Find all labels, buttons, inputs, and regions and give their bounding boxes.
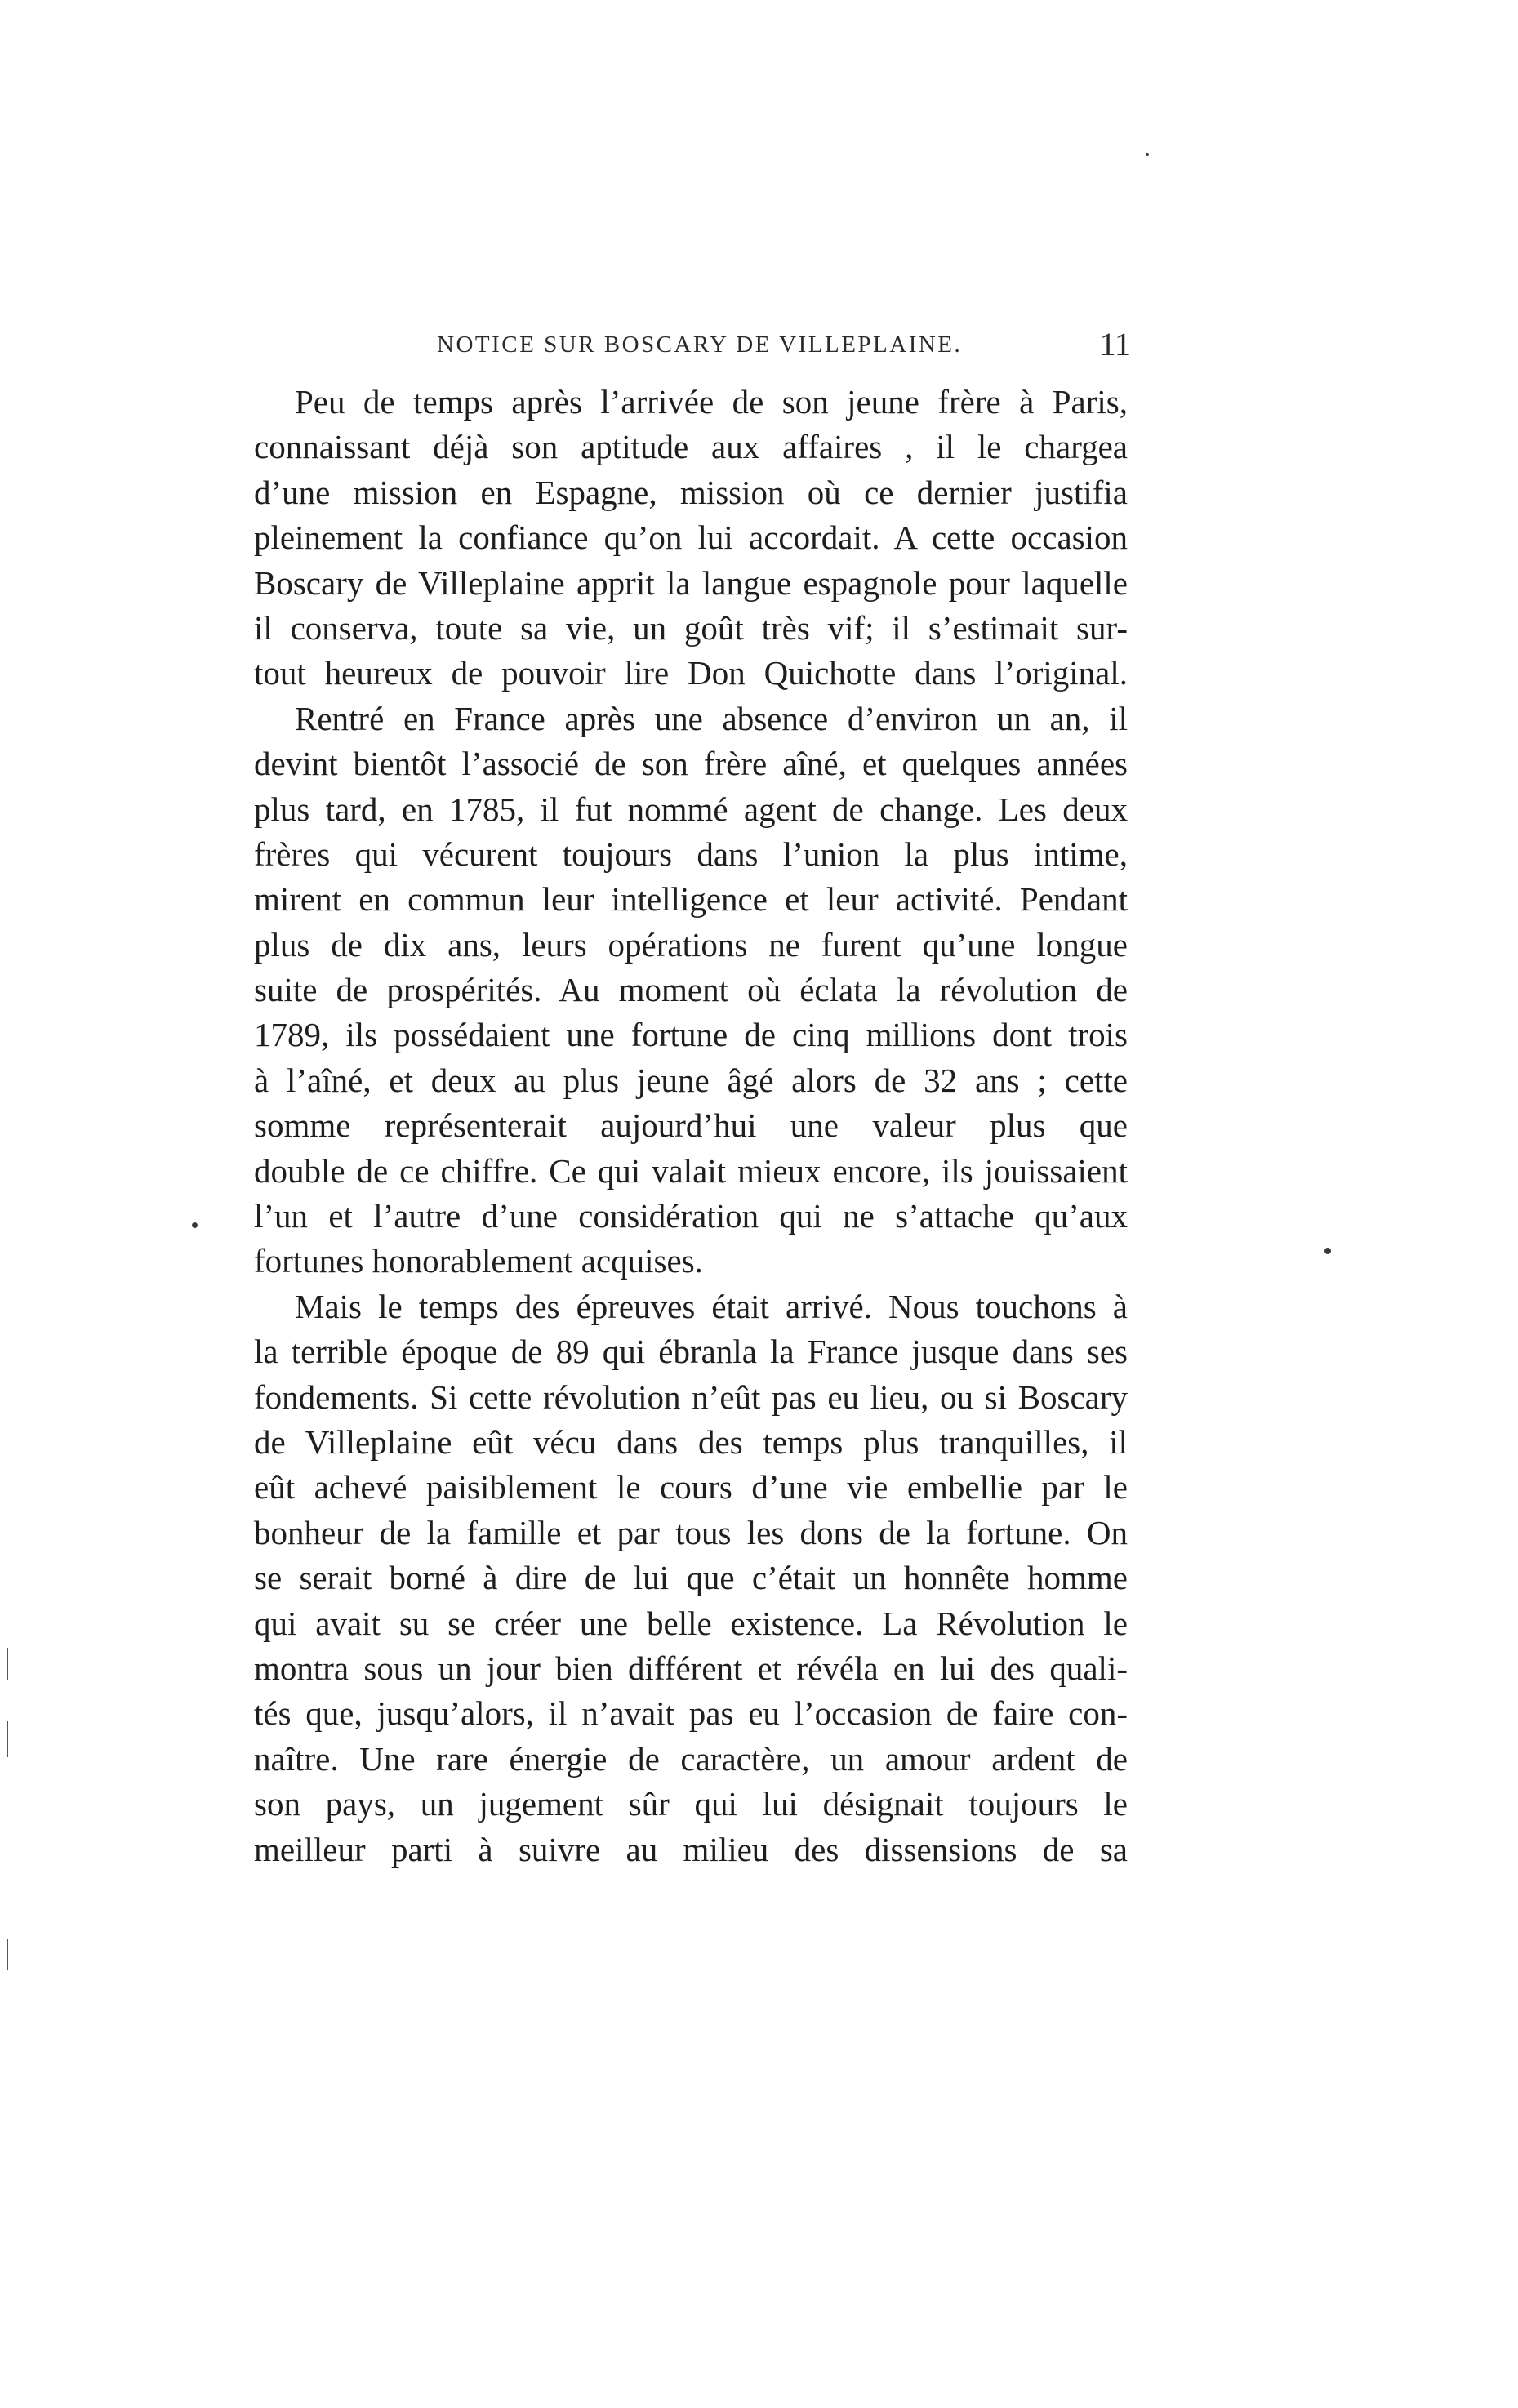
running-head-title: NOTICE SUR BOSCARY DE VILLEPLAINE.	[437, 332, 963, 358]
text-line: se serait borné à dire de lui que c’était un honnête homme	[254, 1559, 1128, 1597]
text-line: pleinement la confiance qu’on lui accordait. A cette occasion	[254, 519, 1128, 557]
text-line: il conserva, toute sa vie, un goût très vif; il s’estimait sur-	[254, 608, 1128, 647]
scan-speck	[1324, 1248, 1331, 1254]
running-head	[437, 325, 1131, 366]
text-line: tés que, jusqu’alors, il n’avait pas eu l’occasion de faire con-	[254, 1694, 1128, 1733]
page-number: 11	[1099, 326, 1131, 363]
scan-speck	[192, 1222, 198, 1228]
text-line: la terrible époque de 89 qui ébranla la France jusque dans ses	[254, 1333, 1128, 1371]
text-line: meilleur parti à suivre au milieu des dissensions de sa	[254, 1830, 1128, 1868]
text-line: Rentré en France après une absence d’environ un an, il	[295, 699, 1128, 737]
text-line: somme représenterait aujourd’hui une valeur plus que	[254, 1106, 1128, 1145]
margin-mark	[7, 1939, 8, 1970]
text-line: mirent en commun leur intelligence et leur activité. Pendant	[254, 880, 1128, 919]
text-line: fondements. Si cette révolution n’eût pas eu lieu, ou si Boscary	[254, 1378, 1128, 1416]
text-line: à l’aîné, et deux au plus jeune âgé alors de 32 ans ; cette	[254, 1061, 1128, 1099]
text-line: fortunes honorablement acquises.	[254, 1242, 703, 1280]
text-line: son pays, un jugement sûr qui lui désignait toujours le	[254, 1785, 1128, 1823]
text-line: montra sous un jour bien différent et révéla en lui des quali-	[254, 1649, 1128, 1687]
text-line: Boscary de Villeplaine apprit la langue espagnole pour laquelle	[254, 563, 1128, 602]
text-line: frères qui vécurent toujours dans l’union la plus intime,	[254, 835, 1128, 873]
text-line: Mais le temps des épreuves était arrivé. Nous touchons à	[295, 1287, 1128, 1325]
text-line: plus tard, en 1785, il fut nommé agent de change. Les deux	[254, 790, 1128, 828]
margin-mark	[7, 1721, 8, 1757]
text-line: naître. Une rare énergie de caractère, un amour ardent de	[254, 1739, 1128, 1778]
text-line: l’un et l’autre d’une considération qui ne s’attache qu’aux	[254, 1197, 1128, 1235]
text-line: tout heureux de pouvoir lire Don Quichotte dans l’original.	[254, 654, 1128, 692]
text-line: Peu de temps après l’arrivée de son jeune frère à Paris,	[295, 383, 1128, 421]
text-line: eût achevé paisiblement le cours d’une vie embellie par le	[254, 1468, 1128, 1507]
text-line: plus de dix ans, leurs opérations ne furent qu’une longue	[254, 925, 1128, 964]
text-line: de Villeplaine eût vécu dans des temps plus tranquilles, il	[254, 1422, 1128, 1461]
text-line: suite de prospérités. Au moment où éclata la révolution de	[254, 971, 1128, 1009]
text-line: qui avait su se créer une belle existence. La Révolution le	[254, 1604, 1128, 1642]
text-line: double de ce chiffre. Ce qui valait mieux encore, ils jouissaient	[254, 1151, 1128, 1190]
margin-mark	[7, 1648, 8, 1680]
text-line: d’une mission en Espagne, mission où ce dernier justifia	[254, 473, 1128, 511]
text-line: 1789, ils possédaient une fortune de cinq millions dont trois	[254, 1016, 1128, 1054]
text-line: bonheur de la famille et par tous les dons de la fortune. On	[254, 1513, 1128, 1551]
text-line: connaissant déjà son aptitude aux affaires , il le chargea	[254, 428, 1128, 466]
body-text	[254, 380, 1128, 1872]
text-line: devint bientôt l’associé de son frère aîné, et quelques années	[254, 745, 1128, 783]
scan-speck	[1146, 153, 1149, 156]
